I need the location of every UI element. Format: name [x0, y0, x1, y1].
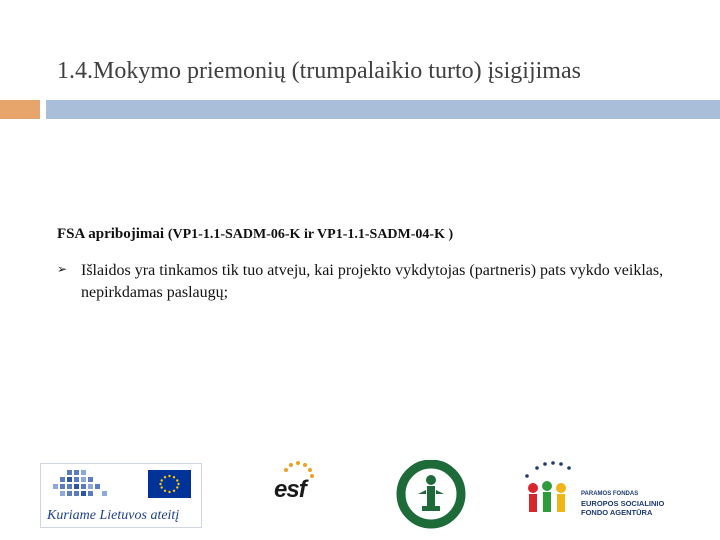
agency-line-3: FONDO AGENTŪRA — [581, 508, 653, 517]
esf-mark: esf — [274, 476, 306, 503]
seal-emblem-icon — [396, 460, 466, 530]
accent-bar-blue — [46, 100, 720, 119]
eu-flag-icon — [148, 470, 191, 498]
eu-stars-icon — [148, 470, 191, 498]
esf-logo — [274, 460, 324, 525]
esf-agency-logo — [519, 460, 684, 522]
people-stars-icon — [519, 460, 579, 520]
ministry-seal-logo — [396, 460, 466, 530]
bullet-text: Išlaidos yra tinkamos tik tuo atveju, kai projekto vykdytojas (partneris) pats vykdo veiklas, nepirkdamas paslaugų; — [81, 262, 664, 301]
ministry-motto: Kuriame Lietuvos ateitį — [47, 508, 180, 523]
arrow-bullet-icon: ➢ — [57, 262, 68, 276]
agency-line-2: EUROPOS SOCIALINIO — [581, 499, 665, 508]
ministry-eu-logo — [40, 463, 202, 528]
heading-reference: (VP1-1.1-SADM-06-K ir VP1-1.1-SADM-04-K ) — [167, 227, 454, 242]
accent-bar-orange — [0, 100, 40, 119]
heading-main: FSA apribojimai — [57, 226, 168, 242]
section-heading — [57, 226, 453, 243]
pixel-map-icon — [47, 468, 147, 500]
slide-title: 1.4.Mokymo priemonių (trumpalaikio turto) įsigijimas — [57, 58, 581, 84]
agency-name — [581, 490, 664, 517]
agency-line-1: PARAMOS FONDAS — [581, 491, 639, 497]
